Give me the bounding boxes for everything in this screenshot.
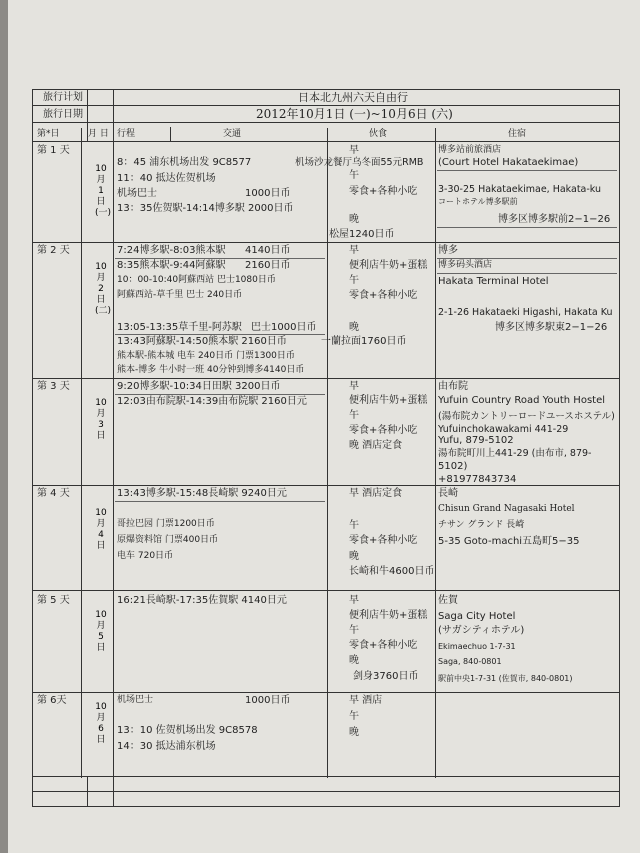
meal-line: 午	[349, 711, 359, 722]
lodging-line: チサン グランド 長崎	[438, 520, 525, 530]
plan-label: 旅行计划	[43, 92, 83, 103]
meal-line: 晚	[349, 214, 359, 225]
lodging-line: Saga, 840-0801	[438, 657, 502, 666]
page-title: 日本北九州六天自由行	[298, 91, 408, 104]
itinerary-line: 14：30 抵达浦东机场	[117, 741, 216, 752]
itinerary-line: 12:03由布院駅-14:39由布院駅 2160日元	[117, 396, 307, 407]
day-date-vertical: 10月2日(二)	[95, 262, 112, 316]
meal-line: 零食+各种小吃	[349, 425, 418, 436]
lodging-line: 湯布院町川上441-29 (由布市, 879-	[438, 448, 592, 459]
meal-line: 便利店牛奶+蛋糕	[349, 610, 428, 621]
day-date-vertical: 10月5日	[95, 610, 107, 653]
day-date-vertical: 10月1日(一)	[95, 164, 112, 218]
lodging-line: 博多区博多駅東2−1−26	[495, 322, 608, 333]
meal-line: 便利店牛奶+蛋糕	[349, 395, 428, 406]
col-date-header: 月 日	[88, 129, 109, 139]
itinerary-line: 原爆资料馆 门票400日币	[117, 535, 219, 545]
itinerary-line: 11：40 抵达佐贺机场	[117, 173, 216, 184]
transport-line: 巴士1000日币	[251, 322, 317, 333]
meal-line: 午	[349, 625, 359, 636]
day-label: 第 4 天	[37, 488, 70, 499]
itinerary-line: 电车 720日币	[117, 551, 174, 561]
meal-line: 便利店牛奶+蛋糕	[349, 260, 428, 271]
meal-line: 晚	[349, 551, 359, 562]
lodging-line: 5102)	[438, 461, 468, 472]
itinerary-line: 阿蘇西站-草千里 巴士 240日币	[117, 290, 243, 300]
lodging-line: Chisun Grand Nagasaki Hotel	[438, 504, 575, 514]
lodging-line: +81977843734	[438, 474, 517, 485]
col-transport-header: 交通	[223, 129, 242, 139]
itinerary-line: 13:43博多駅-15:48長崎駅 9240日元	[117, 488, 287, 499]
document-photo	[8, 0, 640, 853]
meal-line: 晚 酒店定食	[349, 440, 403, 451]
meal-line: 早	[349, 245, 359, 256]
day-label: 第 6天	[37, 695, 67, 706]
meal-line: 早 酒店定食	[349, 488, 403, 499]
lodging-line: 3-30-25 Hakataekimae, Hakata-ku	[438, 184, 602, 195]
meal-line: 早	[349, 595, 359, 606]
meal-line: 午	[349, 520, 359, 531]
itinerary-line: 机场巴士	[117, 188, 157, 199]
itinerary-line: 13：10 佐贺机场出发 9C8578	[117, 725, 258, 736]
meal-line: 晚	[349, 727, 359, 738]
date-label: 旅行日期	[43, 109, 83, 120]
lodging-line: (湯布院カントリーロードユースホステル) Yufuinchokawakami 441-29	[438, 411, 615, 435]
lodging-line: 2-1-26 Hakataeki Higashi, Hakata Ku	[438, 307, 613, 318]
lodging-line: 博多码头酒店	[438, 260, 493, 270]
meal-line: 机场沙龙餐厅乌冬面55元RMB	[295, 157, 424, 168]
itinerary-line: 熊本駅-熊本城 电车 240日币 门票1300日币	[117, 351, 295, 361]
lodging-line: 博多站前旅酒店	[438, 145, 502, 155]
lodging-line: (サガシティホテル)	[438, 625, 525, 636]
meal-line: 零食+各种小吃	[349, 640, 418, 651]
meal-line: 零食+各种小吃	[349, 535, 418, 546]
itinerary-line: 8：45 浦东机场出发 9C8577	[117, 157, 252, 168]
day-date-vertical: 10月3日	[95, 398, 107, 441]
meal-line: 一蘭拉面1760日币	[321, 336, 407, 347]
col-meals-header: 伙食	[369, 129, 388, 139]
itinerary-line: 机场巴士	[117, 695, 154, 705]
day-date-vertical: 10月6日	[95, 702, 107, 745]
col-day-header: 第*日	[37, 129, 60, 139]
transport-line: 2160日币	[245, 260, 291, 271]
lodging-line: 駅前中央1-7-31 (佐賀市, 840-0801)	[438, 674, 573, 683]
meal-line: 零食+各种小吃	[349, 186, 418, 197]
lodging-line: Ekimaechuo 1-7-31	[438, 642, 516, 651]
meal-line: 早	[349, 145, 359, 156]
day-label: 第 1 天	[37, 145, 70, 156]
itinerary-line: 9:20博多駅-10:34日田駅 3200日币	[117, 381, 281, 392]
meal-line: 早 酒店	[349, 695, 383, 706]
itinerary-line: 哥拉巴园 门票1200日币	[117, 519, 215, 529]
day-label: 第 3 天	[37, 381, 70, 392]
itinerary-line: 8:35熊本駅-9:44阿蘇駅	[117, 260, 226, 271]
lodging-line: 長崎	[438, 488, 458, 499]
lodging-line: (Court Hotel Hakataekimae)	[438, 157, 579, 168]
col-lodging-header: 住宿	[508, 129, 527, 139]
transport-line: 1000日币	[245, 188, 291, 199]
lodging-line: 5-35 Goto-machi五島町5−35	[438, 536, 580, 547]
transport-line: 4140日币	[245, 245, 291, 256]
meal-line: 松屋1240日币	[329, 229, 395, 240]
lodging-line: Hakata Terminal Hotel	[438, 276, 549, 287]
lodging-line: 由布院	[438, 381, 468, 392]
meal-line: 早	[349, 381, 359, 392]
trip-dates: 2012年10月1日 (一)~10月6日 (六)	[256, 107, 453, 121]
meal-line: 午	[349, 170, 359, 181]
itinerary-line: 16:21長崎駅-17:35佐賀駅 4140日元	[117, 595, 287, 606]
meal-line: 长崎和牛4600日币	[349, 566, 435, 577]
col-itinerary-header: 行程	[117, 129, 136, 139]
meal-line: 剑身3760日币	[353, 671, 419, 682]
day-label: 第 2 天	[37, 245, 70, 256]
day-label: 第 5 天	[37, 595, 70, 606]
transport-line: 1000日币	[245, 695, 291, 706]
meal-line: 午	[349, 410, 359, 421]
lodging-line: 博多区博多駅前2−1−26	[498, 214, 611, 225]
meal-line: 午	[349, 275, 359, 286]
lodging-line: Yufu, 879-5102	[438, 435, 514, 446]
lodging-line: 博多	[438, 245, 458, 256]
itinerary-table	[32, 89, 620, 807]
itinerary-line: 13:43阿蘇駅-14:50熊本駅 2160日币	[117, 336, 287, 347]
itinerary-line: 10：00-10:40阿蘇西站 巴士1080日币	[117, 275, 276, 285]
lodging-line: Saga City Hotel	[438, 611, 516, 622]
lodging-line: 佐賀	[438, 595, 458, 606]
itinerary-line: 13：35佐贺駅-14:14博多駅 2000日币	[117, 203, 294, 214]
meal-line: 晚	[349, 322, 359, 333]
day-date-vertical: 10月4日	[95, 508, 107, 551]
itinerary-line: 熊本-博多 牛小时一班 40分钟到博多4140日币	[117, 365, 305, 375]
itinerary-line: 13:05-13:35草千里-阿苏駅	[117, 322, 242, 333]
lodging-line: コートホテル博多駅前	[438, 197, 518, 206]
meal-line: 晚	[349, 655, 359, 666]
meal-line: 零食+各种小吃	[349, 290, 418, 301]
lodging-line: Yufuin Country Road Youth Hostel	[438, 395, 606, 406]
itinerary-line: 7:24博多駅-8:03熊本駅	[117, 245, 226, 256]
